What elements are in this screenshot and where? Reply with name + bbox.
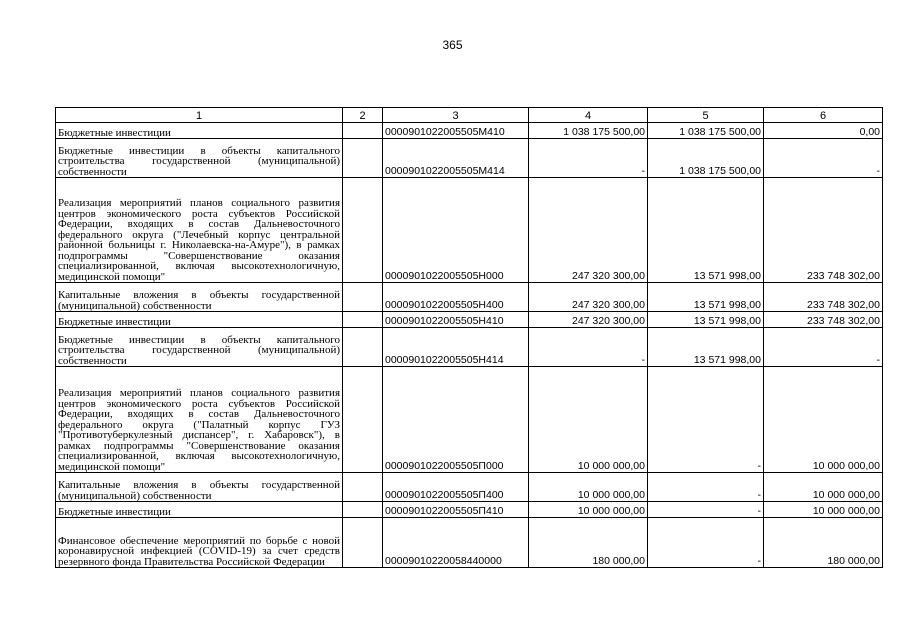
row-col2 (343, 178, 383, 283)
row-value-5: 13 571 998,00 (648, 283, 764, 312)
row-value-6: 10 000 000,00 (764, 367, 883, 473)
row-code: 0000901022005505Н414 (383, 328, 529, 367)
row-value-4: 247 320 300,00 (529, 178, 648, 283)
row-col2 (343, 502, 383, 518)
table-row (56, 367, 883, 473)
table-row (56, 312, 883, 328)
row-value-6: 233 748 302,00 (764, 178, 883, 283)
row-code: 0000901022005505П400 (383, 473, 529, 502)
row-col2 (343, 473, 383, 502)
row-name: Бюджетные инвестиции в объекты капитального строительства государственной (муниципальной) собственности (56, 328, 343, 367)
row-name: Бюджетные инвестиции (56, 312, 343, 328)
row-col2 (343, 367, 383, 473)
row-value-4: - (529, 328, 648, 367)
column-header-5: 5 (648, 108, 764, 123)
row-value-5: - (648, 518, 764, 568)
row-value-6: - (764, 328, 883, 367)
row-code: 0000901022005505М414 (383, 139, 529, 178)
budget-table (55, 107, 883, 568)
row-code: 0000901022005505П410 (383, 502, 529, 518)
row-code: 0000901022005505Н410 (383, 312, 529, 328)
page-number: 365 (442, 38, 463, 52)
row-value-4: 247 320 300,00 (529, 283, 648, 312)
row-name: Капитальные вложения в объекты государственной (муниципальной) собственности (56, 473, 343, 502)
table-row (56, 518, 883, 568)
row-col2 (343, 518, 383, 568)
row-value-5: 13 571 998,00 (648, 328, 764, 367)
table-header-row (56, 108, 883, 123)
row-name: Реализация мероприятий планов социального развития центров экономического роста субъектов Российской Федерации, входящих в состав Дальневосточного федерального округа ("Палатный корпус ГУЗ "Противотуберкулезный диспансер", г. Хабаровск"), в рамках подпрограммы "Совершенствование оказания специализированной, включая высокотехнологичную, медицинской помощи" (56, 367, 343, 473)
row-value-4: 10 000 000,00 (529, 367, 648, 473)
row-col2 (343, 328, 383, 367)
row-value-5: 13 571 998,00 (648, 312, 764, 328)
row-value-5: 1 038 175 500,00 (648, 123, 764, 139)
row-name: Реализация мероприятий планов социального развития центров экономического роста субъектов Российской Федерации, входящих в состав Дальневосточного федерального округа ("Лечебный корпус центральной районной больницы г. Николаевска-на-Амуре"), в рамках подпрограммы "Совершенствование оказания специализированной, включая высокотехнологичную, медицинской помощи" (56, 178, 343, 283)
row-value-5: 1 038 175 500,00 (648, 139, 764, 178)
row-value-4: 247 320 300,00 (529, 312, 648, 328)
table-row (56, 502, 883, 518)
table-row (56, 473, 883, 502)
row-code: 00009010220058440000 (383, 518, 529, 568)
row-col2 (343, 139, 383, 178)
row-value-6: 233 748 302,00 (764, 312, 883, 328)
row-value-6: 0,00 (764, 123, 883, 139)
row-name: Бюджетные инвестиции (56, 502, 343, 518)
row-value-4: 1 038 175 500,00 (529, 123, 648, 139)
row-value-5: - (648, 367, 764, 473)
row-col2 (343, 312, 383, 328)
row-value-4: 180 000,00 (529, 518, 648, 568)
row-value-4: 10 000 000,00 (529, 473, 648, 502)
row-value-5: 13 571 998,00 (648, 178, 764, 283)
table-row (56, 123, 883, 139)
row-value-5: - (648, 502, 764, 518)
row-name: Капитальные вложения в объекты государственной (муниципальной) собственности (56, 283, 343, 312)
row-code: 0000901022005505Н000 (383, 178, 529, 283)
column-header-4: 4 (529, 108, 648, 123)
row-code: 0000901022005505М410 (383, 123, 529, 139)
row-code: 0000901022005505Н400 (383, 283, 529, 312)
row-value-6: 180 000,00 (764, 518, 883, 568)
row-value-6: 233 748 302,00 (764, 283, 883, 312)
row-value-5: - (648, 473, 764, 502)
table-row (56, 178, 883, 283)
table-row (56, 283, 883, 312)
column-header-1: 1 (56, 108, 343, 123)
table-row (56, 328, 883, 367)
table-row (56, 139, 883, 178)
row-value-6: 10 000 000,00 (764, 473, 883, 502)
row-name: Финансовое обеспечение мероприятий по борьбе с новой коронавирусной инфекцией (COVID-19) за счет средств резервного фонда Правительства Российской Федерации (56, 518, 343, 568)
row-col2 (343, 123, 383, 139)
row-value-4: - (529, 139, 648, 178)
column-header-2: 2 (343, 108, 383, 123)
column-header-6: 6 (764, 108, 883, 123)
row-name: Бюджетные инвестиции (56, 123, 343, 139)
row-value-6: - (764, 139, 883, 178)
row-col2 (343, 283, 383, 312)
row-name: Бюджетные инвестиции в объекты капитального строительства государственной (муниципальной) собственности (56, 139, 343, 178)
column-header-3: 3 (383, 108, 529, 123)
row-code: 0000901022005505П000 (383, 367, 529, 473)
row-value-4: 10 000 000,00 (529, 502, 648, 518)
row-value-6: 10 000 000,00 (764, 502, 883, 518)
